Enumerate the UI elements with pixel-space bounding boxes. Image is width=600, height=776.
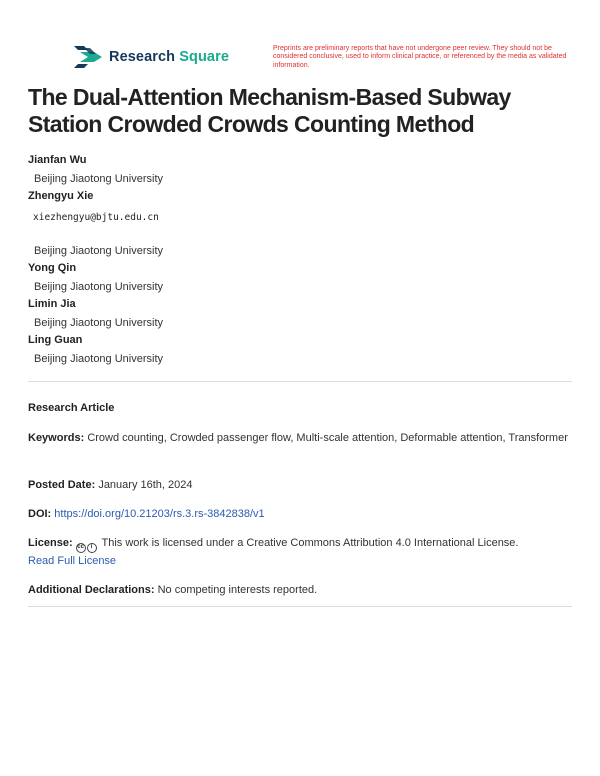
research-square-logo[interactable] bbox=[74, 46, 229, 68]
logo-wordmark: Research Square bbox=[109, 49, 229, 65]
license-text: This work is licensed under a Creative Commons Attribution 4.0 International License. bbox=[101, 537, 519, 549]
doi-link[interactable]: https://doi.org/10.21203/rs.3.rs-3842838/v1 bbox=[54, 508, 265, 520]
author-affiliation: Beijing Jiaotong University bbox=[34, 317, 164, 329]
posted-date-label: Posted Date: bbox=[28, 479, 96, 491]
keywords-label: Keywords: bbox=[28, 432, 85, 444]
read-full-license-link[interactable]: Read Full License bbox=[28, 554, 117, 567]
article-type-label: Research Article bbox=[28, 402, 115, 414]
doi-label: DOI: bbox=[28, 508, 52, 520]
author-email[interactable]: xiezhengyu@bjtu.edu.cn bbox=[33, 212, 159, 223]
author-affiliation: Beijing Jiaotong University bbox=[34, 281, 164, 293]
research-square-logo-icon bbox=[74, 46, 102, 68]
cc-icon: cc bbox=[76, 543, 86, 553]
author-name: Limin Jia bbox=[28, 298, 76, 310]
posted-date-value: January 16th, 2024 bbox=[98, 479, 193, 491]
author-affiliation: Beijing Jiaotong University bbox=[34, 245, 164, 257]
license-label: License: bbox=[28, 537, 73, 549]
preprint-disclaimer: Preprints are preliminary reports that have not undergone peer review. They should not be considered conclusive, used to inform clinical practice, or referenced by the media as validated information. bbox=[273, 45, 567, 69]
author-affiliation: Beijing Jiaotong University bbox=[34, 173, 164, 185]
author-affiliation: Beijing Jiaotong University bbox=[34, 353, 164, 365]
paper-title: The Dual-Attention Mechanism-Based Subway Station Crowded Crowds Counting Method bbox=[28, 84, 511, 137]
license bbox=[28, 535, 568, 570]
author-name: Yong Qin bbox=[28, 262, 77, 274]
by-icon: i bbox=[87, 543, 97, 553]
author-name: Ling Guan bbox=[28, 334, 83, 346]
posted-date bbox=[28, 477, 568, 494]
author-name: Zhengyu Xie bbox=[28, 190, 94, 202]
doi bbox=[28, 506, 568, 523]
keywords bbox=[28, 430, 568, 447]
divider bbox=[28, 381, 572, 382]
divider bbox=[28, 606, 572, 607]
keywords-value: Crowd counting, Crowded passenger flow, Multi-scale attention, Deformable attention, Transformer bbox=[87, 432, 568, 444]
additional-declarations bbox=[28, 582, 568, 599]
author-name: Jianfan Wu bbox=[28, 154, 87, 166]
declarations-value: No competing interests reported. bbox=[157, 584, 318, 596]
cc-by-badge[interactable] bbox=[76, 543, 97, 553]
declarations-label: Additional Declarations: bbox=[28, 584, 155, 596]
article-type bbox=[28, 400, 568, 417]
author-list bbox=[28, 152, 568, 368]
